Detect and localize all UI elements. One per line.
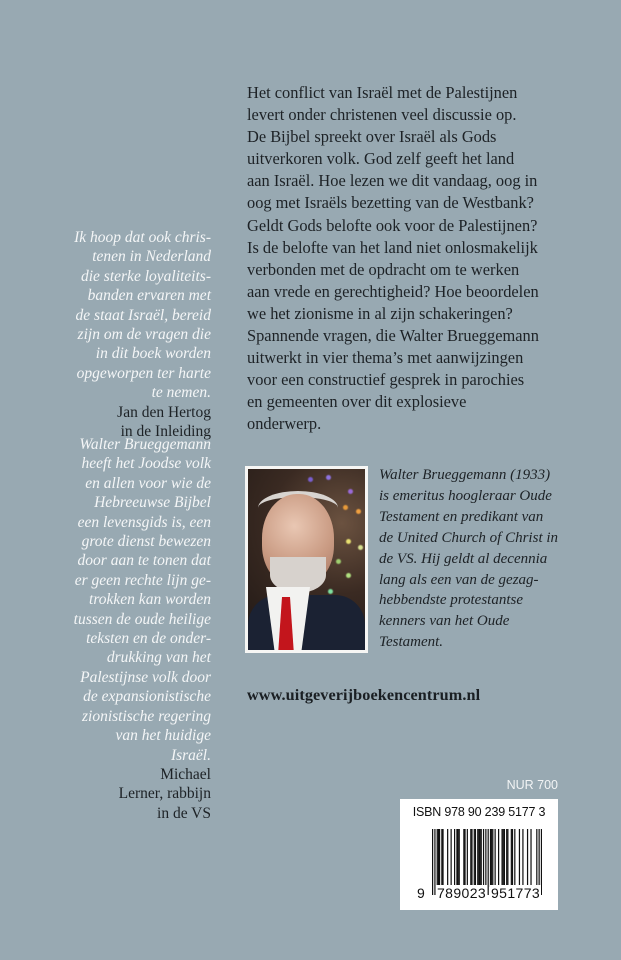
- attribution-line: in de VS: [157, 804, 211, 822]
- quote-michael-lerner: [0, 435, 211, 823]
- quote-line: de expansionistische: [83, 688, 211, 706]
- isbn-barcode: [400, 799, 558, 910]
- quote-line: door aan te tonen dat: [77, 552, 211, 570]
- nur-code: NUR 700: [506, 778, 558, 792]
- barcode-bar: [522, 829, 523, 887]
- quote-jan-den-hertog: [0, 228, 211, 441]
- quote-line: grote dienst bewezen: [81, 533, 211, 551]
- barcode-bar: [512, 829, 513, 887]
- barcode-bar: [463, 829, 464, 887]
- quote-line: te nemen.: [151, 384, 211, 402]
- attribution-line: Jan den Hertog: [117, 403, 211, 421]
- author-portrait-icon: [248, 469, 365, 650]
- ean-left-digits: 789023: [437, 885, 487, 901]
- barcode-bar: [504, 829, 505, 887]
- description-line: aan vrede en gerechtigheid? Hoe beoordelen: [247, 281, 539, 301]
- barcode-bar: [467, 829, 468, 887]
- barcode-bar: [514, 829, 515, 887]
- quote-line: Hebreeuwse Bijbel: [94, 494, 211, 512]
- description-line: Geldt Gods belofte ook voor de Palestijnen?: [247, 215, 538, 235]
- quote-line: zionistische regering: [81, 707, 211, 725]
- description-line: onderwerp.: [247, 414, 322, 434]
- author-photo: [245, 466, 368, 653]
- description-line: levert onder christenen veel discussie op.: [247, 105, 517, 125]
- bio-line: Testament en predikant van: [379, 508, 544, 525]
- barcode-bar: [477, 829, 478, 887]
- attribution-line: Lerner, rabbijn: [118, 785, 211, 803]
- quote-line: banden ervaren met: [87, 287, 211, 305]
- barcode-bar: [527, 829, 528, 887]
- barcode-bar: [481, 829, 482, 887]
- description-line: aan Israël. Hoe lezen we dit vandaag, oog in: [247, 171, 538, 191]
- quote-line: trokken kan worden: [89, 591, 211, 609]
- quote-line: een levensgids is, een: [77, 513, 211, 531]
- barcode-bar: [456, 829, 457, 887]
- quote-line: drukking van het: [106, 649, 211, 667]
- attribution-line: in de Inleiding: [120, 423, 211, 441]
- description-line: uitverkoren volk. God zelf geeft het land: [247, 149, 515, 169]
- barcode-bar: [441, 829, 442, 887]
- barcode-bar: [464, 829, 465, 887]
- barcode-bar: [492, 829, 493, 887]
- barcode-bar: [478, 829, 479, 887]
- barcode-bar: [503, 829, 504, 887]
- quote-line: heeft het Joodse volk: [81, 455, 211, 473]
- quote-line: in dit boek worden: [95, 345, 211, 363]
- quote-text: [0, 435, 211, 765]
- barcode-bar: [536, 829, 537, 887]
- barcode-bar: [451, 829, 452, 887]
- quote-line: er geen rechte lijn ge-: [74, 571, 211, 589]
- description-line: oog met Israëls bezetting van de Westbank?: [247, 193, 534, 213]
- quote-line: van het huidige: [115, 727, 211, 745]
- barcode-bar: [471, 829, 472, 887]
- description-line: voor een constructief gesprek in parochies: [247, 370, 525, 390]
- description-line: we het zionisme in al zijn schakeringen?: [247, 303, 513, 323]
- barcode-bar: [501, 829, 502, 887]
- barcode-bar: [491, 829, 492, 887]
- barcode-bar: [507, 829, 508, 887]
- quote-line: Palestijnse volk door: [80, 668, 211, 686]
- quote-line: en allen voor wie de: [85, 474, 211, 492]
- barcode-bar: [470, 829, 471, 887]
- quote-line: zijn om de vragen die: [77, 326, 211, 344]
- bio-line: lang als een van de gezag-: [379, 571, 539, 588]
- quote-line: Walter Brueggemann: [79, 436, 211, 453]
- barcode-bar: [495, 829, 496, 887]
- barcode-bar: [488, 829, 489, 895]
- barcode-bar: [437, 829, 438, 887]
- quote-line: Israël.: [170, 746, 211, 764]
- quote-line: opgeworpen ter harte: [76, 364, 211, 382]
- barcode-bar: [447, 829, 448, 887]
- attribution-line: Michael: [160, 765, 211, 783]
- barcode-bar: [511, 829, 512, 887]
- bio-line: de VS. Hij geldt al decennia: [379, 550, 548, 567]
- barcode-bar: [498, 829, 499, 887]
- bio-line: is emeritus hoogleraar Oude: [379, 487, 552, 504]
- barcode-bar: [454, 829, 455, 887]
- description-line: uitwerkt in vier thema’s met aanwijzingen: [247, 348, 524, 368]
- ean-right-digits: 951773: [491, 885, 541, 901]
- bio-line: kenners van het Oude: [379, 613, 510, 630]
- description-line: Is de belofte van het land niet onlosmakelijk: [247, 237, 538, 257]
- bio-line: hebbendste protestantse: [379, 592, 524, 609]
- isbn-label: ISBN 978 90 239 5177 3: [412, 805, 546, 819]
- quote-line: teksten en de onder-: [86, 630, 211, 648]
- barcode-bar: [439, 829, 440, 887]
- quote-attribution: [0, 765, 211, 823]
- bio-line: Testament.: [379, 634, 444, 651]
- barcode-bar: [506, 829, 507, 887]
- barcode-bar: [479, 829, 480, 887]
- barcode-bar: [457, 829, 458, 887]
- barcode-bar: [438, 829, 439, 887]
- description-line: Spannende vragen, die Walter Brueggemann: [247, 326, 539, 346]
- barcode-bar: [530, 829, 531, 887]
- quote-line: die sterke loyaliteits-: [81, 267, 211, 285]
- quote-line: Ik hoop dat ook chris-: [74, 229, 211, 246]
- barcode-bar: [442, 829, 443, 887]
- barcode-bar: [490, 829, 491, 887]
- bio-line: de United Church of Christ in: [379, 529, 559, 546]
- quote-line: tenen in Nederland: [92, 248, 211, 266]
- description-line: en gemeenten over dit explosieve: [247, 392, 467, 412]
- description-line: verbonden met de opdracht om te werken: [247, 259, 520, 279]
- barcode-bar: [459, 829, 460, 887]
- barcode-bar: [475, 829, 476, 887]
- description-line: Het conflict van Israël met de Palestijnen: [247, 83, 518, 102]
- publisher-website: www.uitgeverijboekencentrum.nl: [247, 686, 481, 704]
- barcode-bar: [474, 829, 475, 887]
- bio-line: Walter Brueggemann (1933): [379, 467, 551, 483]
- ean-first-digit: 9: [417, 885, 426, 901]
- quote-text: [0, 228, 211, 403]
- description-line: De Bijbel spreekt over Israël als Gods: [247, 127, 497, 147]
- barcode-bar: [483, 829, 484, 887]
- book-description: [247, 82, 539, 436]
- quote-line: tussen de oude heilige: [73, 610, 211, 628]
- quote-line: de staat Israël, bereid: [75, 306, 211, 324]
- author-bio: [379, 465, 558, 653]
- barcode-bar: [432, 829, 433, 895]
- barcode-bar: [519, 829, 520, 887]
